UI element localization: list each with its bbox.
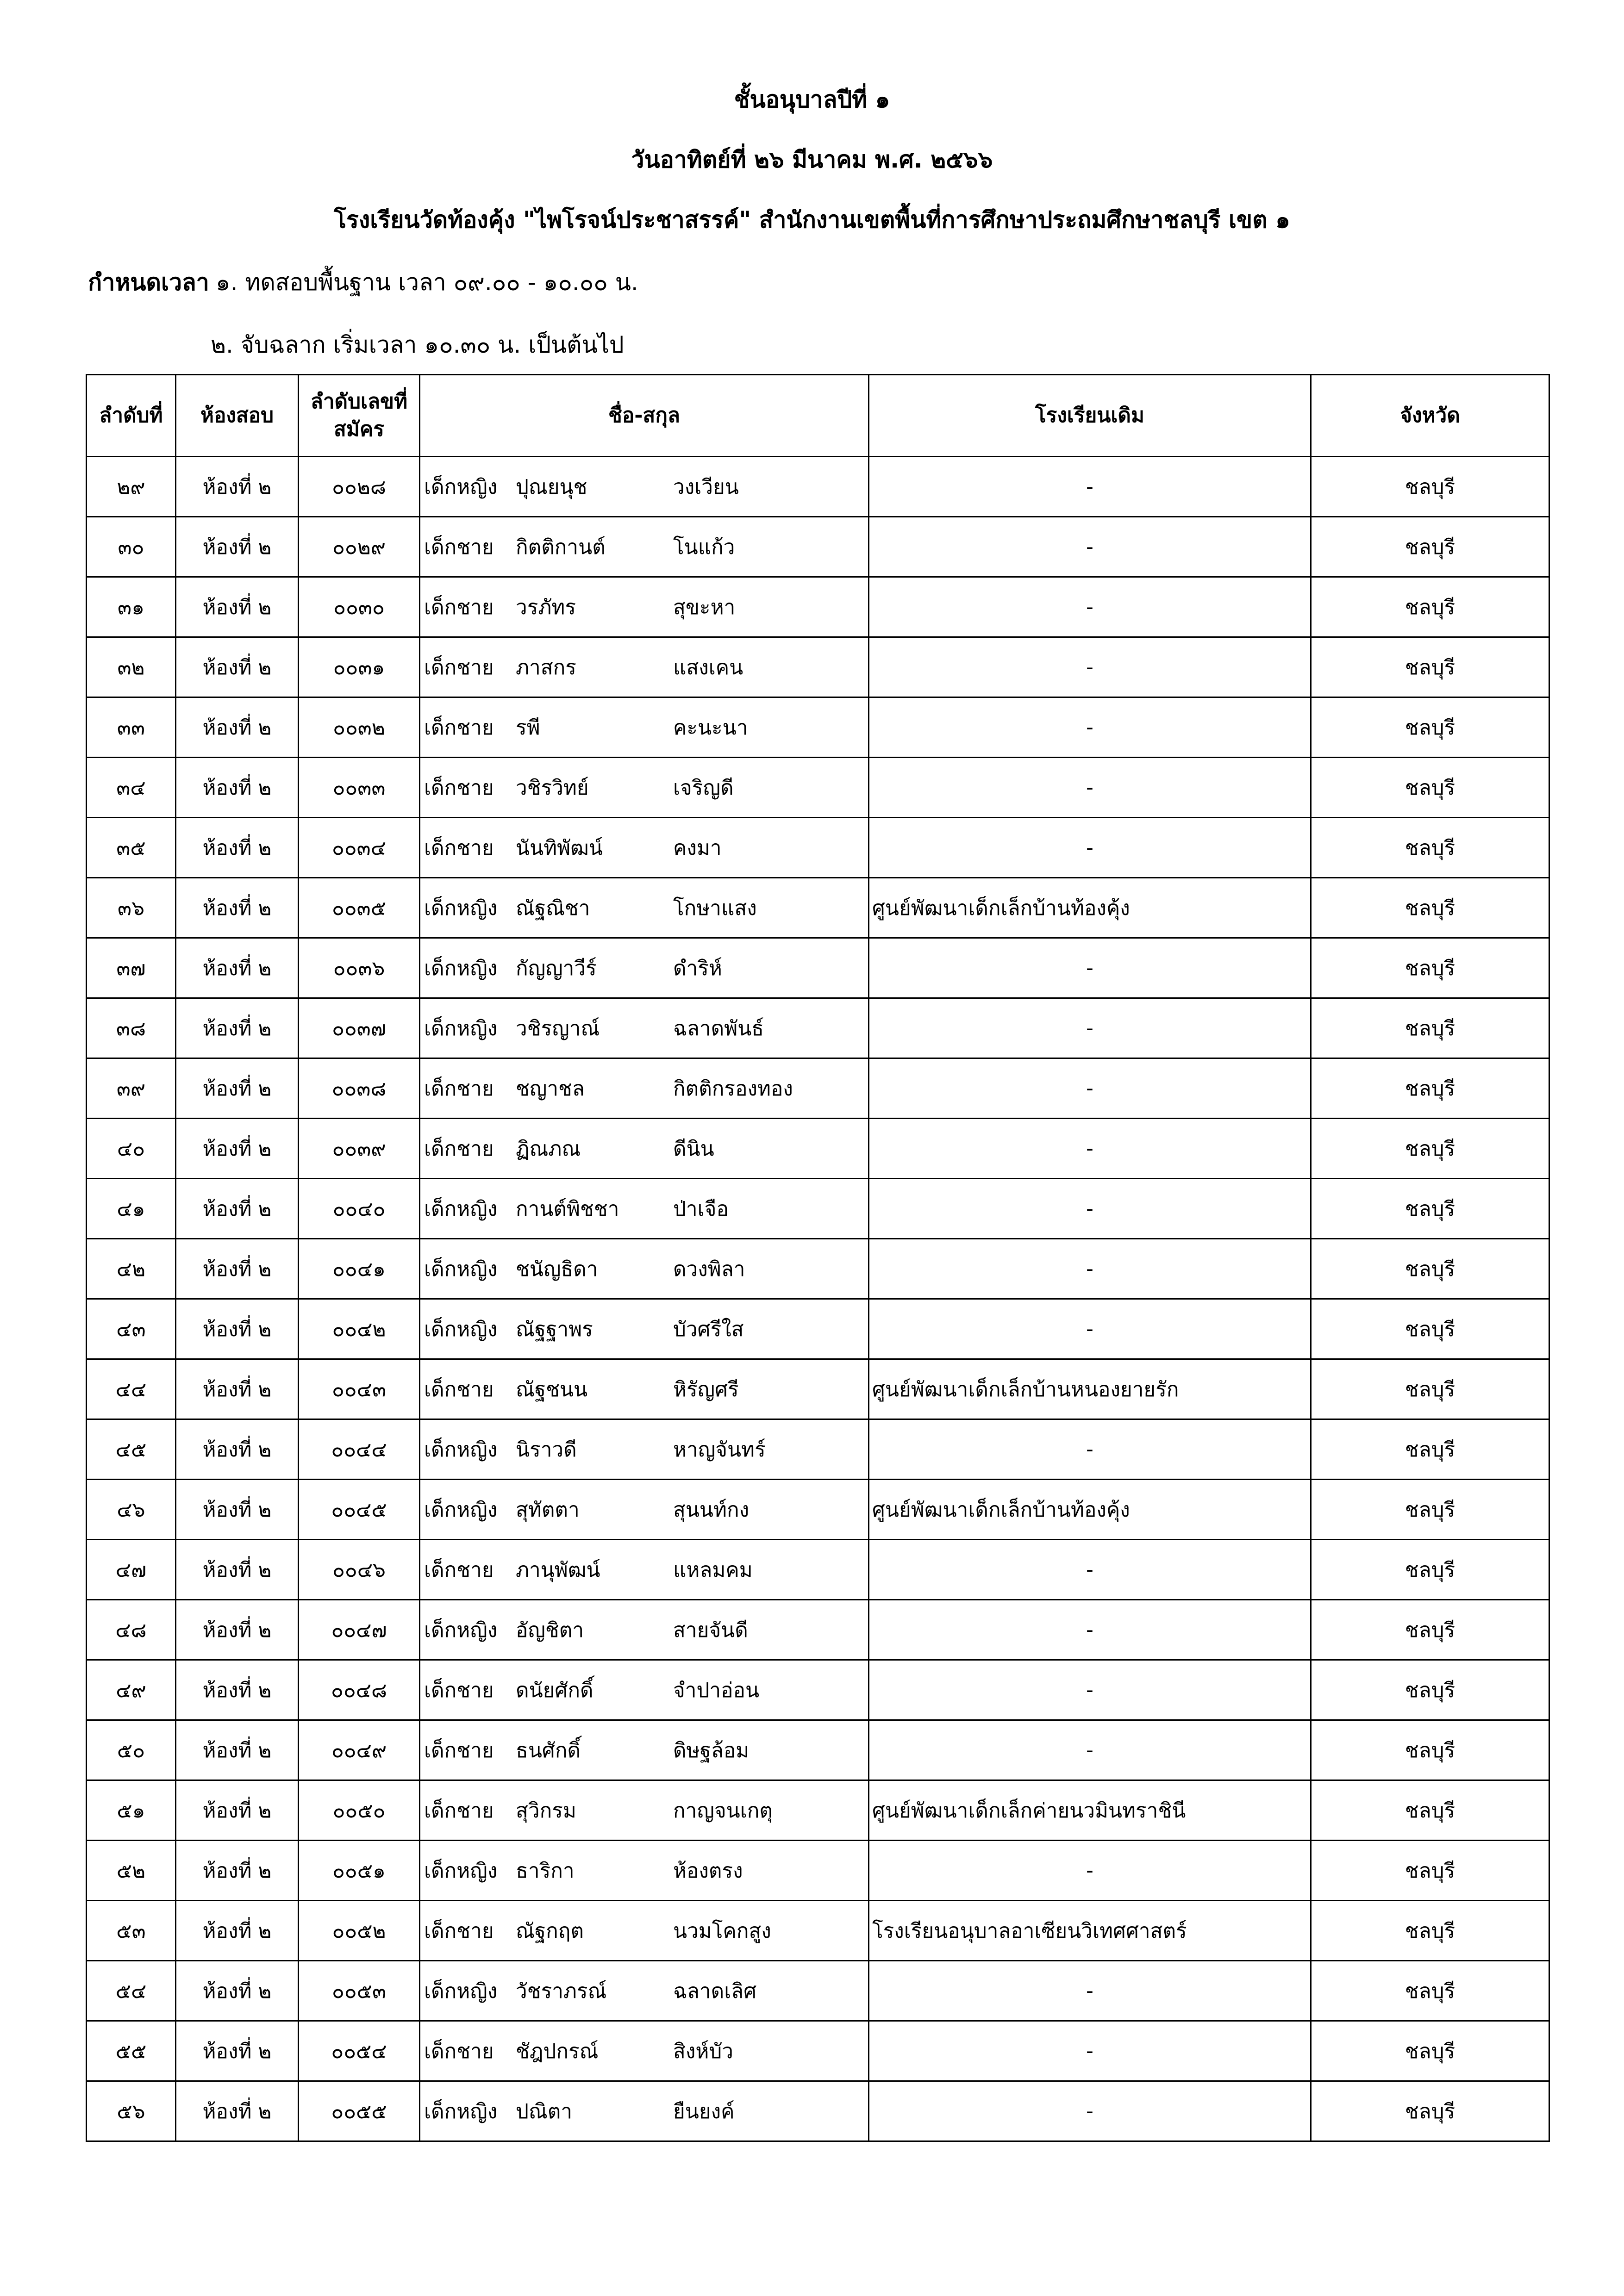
- row-previous-school: -: [869, 1119, 1311, 1179]
- row-province: ชลบุรี: [1311, 457, 1549, 517]
- row-room: ห้องที่ ๒: [176, 1480, 299, 1540]
- table-row: [87, 1179, 1549, 1239]
- row-previous-school: -: [869, 1058, 1311, 1119]
- row-full-name: [420, 1179, 869, 1239]
- row-province: ชลบุรี: [1311, 1058, 1549, 1119]
- row-application-no: ๐๐๒๙: [299, 517, 420, 577]
- row-no: ๔๔: [87, 1359, 176, 1419]
- row-province: ชลบุรี: [1311, 517, 1549, 577]
- header-application-no: [299, 375, 420, 457]
- page-title: ชั้นอนุบาลปีที่ ๑: [734, 86, 890, 113]
- row-previous-school: -: [869, 1299, 1311, 1359]
- row-previous-school: -: [869, 758, 1311, 818]
- row-province: ชลบุรี: [1311, 1419, 1549, 1480]
- row-room: ห้องที่ ๒: [176, 517, 299, 577]
- name-prefix: เด็กชาย: [424, 1558, 494, 1582]
- name-prefix: เด็กหญิง: [424, 1498, 498, 1522]
- last-name: สุขะหา: [673, 595, 736, 619]
- last-name: ดวงพิลา: [673, 1257, 745, 1281]
- table-row: [87, 1359, 1549, 1419]
- last-name: กิตติกรองทอง: [673, 1076, 793, 1101]
- row-previous-school: -: [869, 1841, 1311, 1901]
- name-prefix: เด็กหญิง: [424, 2099, 498, 2123]
- last-name: คงมา: [673, 836, 722, 860]
- row-full-name: [420, 878, 869, 938]
- name-prefix: เด็กชาย: [424, 1738, 494, 1762]
- row-room: ห้องที่ ๒: [176, 818, 299, 878]
- row-application-no: ๐๐๔๑: [299, 1239, 420, 1299]
- row-full-name: [420, 1961, 869, 2021]
- row-full-name: [420, 1058, 869, 1119]
- schedule-label: กำหนดเวลา: [88, 269, 209, 296]
- row-room: ห้องที่ ๒: [176, 1720, 299, 1780]
- row-application-no: ๐๐๓๒: [299, 697, 420, 758]
- row-previous-school: -: [869, 998, 1311, 1058]
- last-name: จำปาอ่อน: [673, 1678, 760, 1702]
- row-full-name: [420, 1600, 869, 1660]
- row-previous-school: -: [869, 697, 1311, 758]
- last-name: ป่าเจือ: [673, 1197, 729, 1221]
- name-prefix: เด็กชาย: [424, 1798, 494, 1823]
- first-name: สุทัตตา: [516, 1498, 580, 1522]
- row-room: ห้องที่ ๒: [176, 1058, 299, 1119]
- row-application-no: ๐๐๓๕: [299, 878, 420, 938]
- row-previous-school: -: [869, 938, 1311, 998]
- row-no: ๔๓: [87, 1299, 176, 1359]
- row-full-name: [420, 818, 869, 878]
- row-previous-school: -: [869, 457, 1311, 517]
- row-province: ชลบุรี: [1311, 1600, 1549, 1660]
- first-name: ชญาชล: [516, 1076, 585, 1101]
- row-full-name: [420, 1119, 869, 1179]
- row-no: ๕๓: [87, 1901, 176, 1961]
- first-name: สุวิกรม: [516, 1798, 576, 1823]
- row-application-no: ๐๐๔๗: [299, 1600, 420, 1660]
- table-row: [87, 1058, 1549, 1119]
- row-full-name: [420, 1720, 869, 1780]
- first-name: วชิรญาณ์: [516, 1016, 600, 1040]
- row-no: ๓๘: [87, 998, 176, 1058]
- first-name: ธนศักดิ์: [516, 1738, 581, 1762]
- last-name: ฉลาดพันธ์: [673, 1016, 764, 1040]
- table-row: [87, 1119, 1549, 1179]
- row-room: ห้องที่ ๒: [176, 998, 299, 1058]
- row-full-name: [420, 697, 869, 758]
- last-name: ดีนิน: [673, 1137, 714, 1161]
- school-name: โรงเรียนวัดท้องคุ้ง "ไพโรจน์ประชาสรรค์" สำนักงานเขตพื้นที่การศึกษาประถมศึกษาชลบุรี เขต ๑: [334, 206, 1290, 233]
- first-name: ชัฎปกรณ์: [516, 2039, 599, 2063]
- table-row: [87, 1961, 1549, 2021]
- name-prefix: เด็กหญิง: [424, 1859, 498, 1883]
- exam-date: วันอาทิตย์ที่ ๒๖ มีนาคม พ.ศ. ๒๕๖๖: [631, 146, 993, 173]
- row-province: ชลบุรี: [1311, 1239, 1549, 1299]
- row-application-no: ๐๐๔๘: [299, 1660, 420, 1720]
- name-prefix: เด็กชาย: [424, 1678, 494, 1702]
- name-prefix: เด็กหญิง: [424, 956, 498, 980]
- row-room: ห้องที่ ๒: [176, 1119, 299, 1179]
- last-name: แหลมคม: [673, 1558, 753, 1582]
- row-room: ห้องที่ ๒: [176, 1600, 299, 1660]
- table-row: [87, 637, 1549, 697]
- row-province: ชลบุรี: [1311, 2021, 1549, 2081]
- last-name: ดำริห์: [673, 956, 722, 980]
- row-province: ชลบุรี: [1311, 637, 1549, 697]
- row-previous-school: -: [869, 1600, 1311, 1660]
- row-room: ห้องที่ ๒: [176, 1299, 299, 1359]
- row-no: ๓๗: [87, 938, 176, 998]
- first-name: ณัฐชนน: [516, 1377, 588, 1401]
- row-full-name: [420, 637, 869, 697]
- row-province: ชลบุรี: [1311, 1480, 1549, 1540]
- row-province: ชลบุรี: [1311, 2081, 1549, 2141]
- row-previous-school: -: [869, 2021, 1311, 2081]
- table-row: [87, 1600, 1549, 1660]
- first-name: ณัฐณิชา: [516, 896, 590, 920]
- row-room: ห้องที่ ๒: [176, 1660, 299, 1720]
- row-application-no: ๐๐๕๒: [299, 1901, 420, 1961]
- table-row: [87, 697, 1549, 758]
- row-no: ๓๓: [87, 697, 176, 758]
- row-previous-school: -: [869, 1540, 1311, 1600]
- row-room: ห้องที่ ๒: [176, 2021, 299, 2081]
- row-room: ห้องที่ ๒: [176, 1780, 299, 1841]
- row-room: ห้องที่ ๒: [176, 697, 299, 758]
- name-prefix: เด็กหญิง: [424, 1197, 498, 1221]
- row-no: ๓๐: [87, 517, 176, 577]
- row-no: ๓๕: [87, 818, 176, 878]
- first-name: ชนัญธิดา: [516, 1257, 598, 1281]
- row-room: ห้องที่ ๒: [176, 758, 299, 818]
- first-name: ภาสกร: [516, 655, 576, 679]
- last-name: ดิษฐล้อม: [673, 1738, 750, 1762]
- row-full-name: [420, 1540, 869, 1600]
- row-province: ชลบุรี: [1311, 1359, 1549, 1419]
- row-previous-school: -: [869, 1961, 1311, 2021]
- table-row: [87, 1540, 1549, 1600]
- table-row: [87, 457, 1549, 517]
- first-name: นิราวดี: [516, 1437, 577, 1462]
- table-row: [87, 1299, 1549, 1359]
- first-name: วชิรวิทย์: [516, 776, 589, 800]
- row-province: ชลบุรี: [1311, 1961, 1549, 2021]
- first-name: ฏิณภณ: [516, 1137, 581, 1161]
- row-room: ห้องที่ ๒: [176, 1239, 299, 1299]
- table-body: [87, 457, 1549, 2141]
- table-row: [87, 1720, 1549, 1780]
- table-header-row: [87, 375, 1549, 457]
- row-application-no: ๐๐๓๑: [299, 637, 420, 697]
- row-province: ชลบุรี: [1311, 577, 1549, 637]
- row-room: ห้องที่ ๒: [176, 1961, 299, 2021]
- first-name: ธาริกา: [516, 1859, 575, 1883]
- last-name: นวมโคกสูง: [673, 1919, 771, 1943]
- row-no: ๔๘: [87, 1600, 176, 1660]
- table-row: [87, 577, 1549, 637]
- name-prefix: เด็กชาย: [424, 1919, 494, 1943]
- row-previous-school: -: [869, 1720, 1311, 1780]
- row-no: ๔๒: [87, 1239, 176, 1299]
- row-room: ห้องที่ ๒: [176, 1419, 299, 1480]
- row-no: ๔๗: [87, 1540, 176, 1600]
- table-row: [87, 1780, 1549, 1841]
- row-previous-school: -: [869, 637, 1311, 697]
- row-application-no: ๐๐๔๓: [299, 1359, 420, 1419]
- first-name: วัชราภรณ์: [516, 1979, 607, 2003]
- row-full-name: [420, 457, 869, 517]
- row-application-no: ๐๐๕๕: [299, 2081, 420, 2141]
- row-previous-school: -: [869, 1239, 1311, 1299]
- row-application-no: ๐๐๕๐: [299, 1780, 420, 1841]
- row-application-no: ๐๐๕๑: [299, 1841, 420, 1901]
- name-prefix: เด็กชาย: [424, 535, 494, 559]
- row-no: ๓๑: [87, 577, 176, 637]
- row-previous-school: ศูนย์พัฒนาเด็กเล็กบ้านท้องคุ้ง: [869, 878, 1311, 938]
- table-row: [87, 2021, 1549, 2081]
- first-name: กานต์พิชชา: [516, 1197, 619, 1221]
- name-prefix: เด็กหญิง: [424, 1257, 498, 1281]
- row-province: ชลบุรี: [1311, 1119, 1549, 1179]
- header-no: ลำดับที่: [87, 375, 176, 457]
- name-prefix: เด็กชาย: [424, 836, 494, 860]
- name-prefix: เด็กหญิง: [424, 1618, 498, 1642]
- last-name: โนแก้ว: [673, 535, 735, 559]
- row-province: ชลบุรี: [1311, 1540, 1549, 1600]
- name-prefix: เด็กชาย: [424, 716, 494, 740]
- name-prefix: เด็กชาย: [424, 655, 494, 679]
- row-full-name: [420, 1299, 869, 1359]
- row-no: ๓๖: [87, 878, 176, 938]
- row-no: ๕๕: [87, 2021, 176, 2081]
- first-name: ณัฐกฤต: [516, 1919, 584, 1943]
- schedule-item-2: ๒. จับฉลาก เริ่มเวลา ๑๐.๓๐ น. เป็นต้นไป: [211, 331, 624, 358]
- table-row: [87, 1660, 1549, 1720]
- table-row: [87, 878, 1549, 938]
- row-application-no: ๐๐๔๔: [299, 1419, 420, 1480]
- row-province: ชลบุรี: [1311, 1179, 1549, 1239]
- row-previous-school: -: [869, 818, 1311, 878]
- row-no: ๔๐: [87, 1119, 176, 1179]
- row-full-name: [420, 1780, 869, 1841]
- row-no: ๕๑: [87, 1780, 176, 1841]
- row-full-name: [420, 1239, 869, 1299]
- row-full-name: [420, 517, 869, 577]
- name-prefix: เด็กชาย: [424, 595, 494, 619]
- row-full-name: [420, 758, 869, 818]
- name-prefix: เด็กหญิง: [424, 1437, 498, 1462]
- row-full-name: [420, 2021, 869, 2081]
- first-name: กัญญาวีร์: [516, 956, 597, 980]
- table-row: [87, 818, 1549, 878]
- table-row: [87, 758, 1549, 818]
- row-province: ชลบุรี: [1311, 1780, 1549, 1841]
- row-application-no: ๐๐๕๓: [299, 1961, 420, 2021]
- first-name: นันทิพัฒน์: [516, 836, 603, 860]
- row-application-no: ๐๐๔๕: [299, 1480, 420, 1540]
- row-previous-school: -: [869, 1660, 1311, 1720]
- row-full-name: [420, 1901, 869, 1961]
- row-previous-school: -: [869, 1179, 1311, 1239]
- table-row: [87, 2081, 1549, 2141]
- row-province: ชลบุรี: [1311, 878, 1549, 938]
- row-previous-school: -: [869, 2081, 1311, 2141]
- last-name: ห้องตรง: [673, 1859, 743, 1883]
- last-name: ยืนยงค์: [673, 2099, 735, 2123]
- row-full-name: [420, 1841, 869, 1901]
- name-prefix: เด็กหญิง: [424, 475, 498, 499]
- row-room: ห้องที่ ๒: [176, 1179, 299, 1239]
- row-room: ห้องที่ ๒: [176, 1359, 299, 1419]
- row-application-no: ๐๐๓๖: [299, 938, 420, 998]
- name-prefix: เด็กชาย: [424, 1377, 494, 1401]
- row-previous-school: ศูนย์พัฒนาเด็กเล็กบ้านหนองยายรัก: [869, 1359, 1311, 1419]
- last-name: ฉลาดเลิศ: [673, 1979, 757, 2003]
- last-name: แสงเคน: [673, 655, 743, 679]
- applicant-table: [86, 374, 1550, 2142]
- schedule-line-1: [88, 268, 638, 296]
- first-name: ปณิตา: [516, 2099, 573, 2123]
- row-previous-school: -: [869, 517, 1311, 577]
- table-row: [87, 1841, 1549, 1901]
- table-row: [87, 517, 1549, 577]
- first-name: กิตติกานต์: [516, 535, 606, 559]
- row-no: ๕๔: [87, 1961, 176, 2021]
- row-no: ๓๔: [87, 758, 176, 818]
- row-previous-school: ศูนย์พัฒนาเด็กเล็กค่ายนวมินทราชินี: [869, 1780, 1311, 1841]
- first-name: ณัฐฐาพร: [516, 1317, 593, 1341]
- row-previous-school: ศูนย์พัฒนาเด็กเล็กบ้านท้องคุ้ง: [869, 1480, 1311, 1540]
- table-row: [87, 1480, 1549, 1540]
- row-full-name: [420, 1660, 869, 1720]
- name-prefix: เด็กชาย: [424, 1137, 494, 1161]
- row-room: ห้องที่ ๒: [176, 1901, 299, 1961]
- first-name: วรภัทร: [516, 595, 576, 619]
- row-full-name: [420, 577, 869, 637]
- last-name: กาญจนเกตุ: [673, 1798, 773, 1823]
- row-no: ๔๑: [87, 1179, 176, 1239]
- row-room: ห้องที่ ๒: [176, 878, 299, 938]
- last-name: สายจันดี: [673, 1618, 748, 1642]
- table-row: [87, 938, 1549, 998]
- last-name: บัวศรีใส: [673, 1317, 744, 1341]
- row-full-name: [420, 998, 869, 1058]
- last-name: เจริญดี: [673, 776, 734, 800]
- last-name: หิรัญศรี: [673, 1377, 739, 1401]
- row-application-no: ๐๐๔๒: [299, 1299, 420, 1359]
- last-name: คะนะนา: [673, 716, 748, 740]
- row-full-name: [420, 1419, 869, 1480]
- row-application-no: ๐๐๔๙: [299, 1720, 420, 1780]
- row-no: ๔๖: [87, 1480, 176, 1540]
- header-school: โรงเรียนเดิม: [869, 375, 1311, 457]
- row-no: ๕๖: [87, 2081, 176, 2141]
- row-no: ๔๙: [87, 1660, 176, 1720]
- last-name: สิงห์บัว: [673, 2039, 733, 2063]
- name-prefix: เด็กหญิง: [424, 1979, 498, 2003]
- last-name: วงเวียน: [673, 475, 739, 499]
- last-name: หาญจันทร์: [673, 1437, 766, 1462]
- last-name: สุนนท์กง: [673, 1498, 750, 1522]
- row-no: ๓๙: [87, 1058, 176, 1119]
- row-application-no: ๐๐๕๔: [299, 2021, 420, 2081]
- row-previous-school: -: [869, 1419, 1311, 1480]
- row-full-name: [420, 2081, 869, 2141]
- schedule-item-1: ๑. ทดสอบพื้นฐาน เวลา ๐๙.๐๐ - ๑๐.๐๐ น.: [215, 269, 638, 296]
- table-row: [87, 1419, 1549, 1480]
- first-name: ภานุพัฒน์: [516, 1558, 600, 1582]
- row-application-no: ๐๐๓๓: [299, 758, 420, 818]
- name-prefix: เด็กชาย: [424, 776, 494, 800]
- row-application-no: ๐๐๓๐: [299, 577, 420, 637]
- header-room: ห้องสอบ: [176, 375, 299, 457]
- row-application-no: ๐๐๔๐: [299, 1179, 420, 1239]
- row-full-name: [420, 1480, 869, 1540]
- header-application-no-line1: ลำดับเลขที่: [310, 390, 408, 413]
- name-prefix: เด็กชาย: [424, 2039, 494, 2063]
- row-province: ชลบุรี: [1311, 758, 1549, 818]
- first-name: ปุณยนุช: [516, 475, 587, 499]
- row-application-no: ๐๐๓๗: [299, 998, 420, 1058]
- row-province: ชลบุรี: [1311, 818, 1549, 878]
- name-prefix: เด็กหญิง: [424, 896, 498, 920]
- header-application-no-line2: สมัคร: [334, 417, 384, 441]
- header-name: ชื่อ-สกุล: [420, 375, 869, 457]
- row-room: ห้องที่ ๒: [176, 577, 299, 637]
- first-name: ดนัยศักดิ์: [516, 1678, 593, 1702]
- row-no: ๔๕: [87, 1419, 176, 1480]
- row-province: ชลบุรี: [1311, 1841, 1549, 1901]
- row-application-no: ๐๐๓๙: [299, 1119, 420, 1179]
- row-province: ชลบุรี: [1311, 1660, 1549, 1720]
- row-no: ๒๙: [87, 457, 176, 517]
- row-no: ๕๐: [87, 1720, 176, 1780]
- row-room: ห้องที่ ๒: [176, 457, 299, 517]
- name-prefix: เด็กหญิง: [424, 1016, 498, 1040]
- row-no: ๓๒: [87, 637, 176, 697]
- row-room: ห้องที่ ๒: [176, 1841, 299, 1901]
- name-prefix: เด็กหญิง: [424, 1317, 498, 1341]
- row-province: ชลบุรี: [1311, 1299, 1549, 1359]
- row-full-name: [420, 938, 869, 998]
- header-province: จังหวัด: [1311, 375, 1549, 457]
- row-application-no: ๐๐๒๘: [299, 457, 420, 517]
- row-province: ชลบุรี: [1311, 998, 1549, 1058]
- row-province: ชลบุรี: [1311, 938, 1549, 998]
- first-name: อัญชิตา: [516, 1618, 584, 1642]
- row-province: ชลบุรี: [1311, 1720, 1549, 1780]
- row-room: ห้องที่ ๒: [176, 1540, 299, 1600]
- row-province: ชลบุรี: [1311, 1901, 1549, 1961]
- last-name: โกษาแสง: [673, 896, 757, 920]
- name-prefix: เด็กชาย: [424, 1076, 494, 1101]
- row-previous-school: โรงเรียนอนุบาลอาเซียนวิเทศศาสตร์: [869, 1901, 1311, 1961]
- table-row: [87, 998, 1549, 1058]
- row-province: ชลบุรี: [1311, 697, 1549, 758]
- table-row: [87, 1901, 1549, 1961]
- row-room: ห้องที่ ๒: [176, 938, 299, 998]
- row-application-no: ๐๐๓๘: [299, 1058, 420, 1119]
- row-no: ๕๒: [87, 1841, 176, 1901]
- table-row: [87, 1239, 1549, 1299]
- row-room: ห้องที่ ๒: [176, 637, 299, 697]
- row-application-no: ๐๐๓๔: [299, 818, 420, 878]
- first-name: รพี: [516, 716, 540, 740]
- row-previous-school: -: [869, 577, 1311, 637]
- row-room: ห้องที่ ๒: [176, 2081, 299, 2141]
- row-application-no: ๐๐๔๖: [299, 1540, 420, 1600]
- row-full-name: [420, 1359, 869, 1419]
